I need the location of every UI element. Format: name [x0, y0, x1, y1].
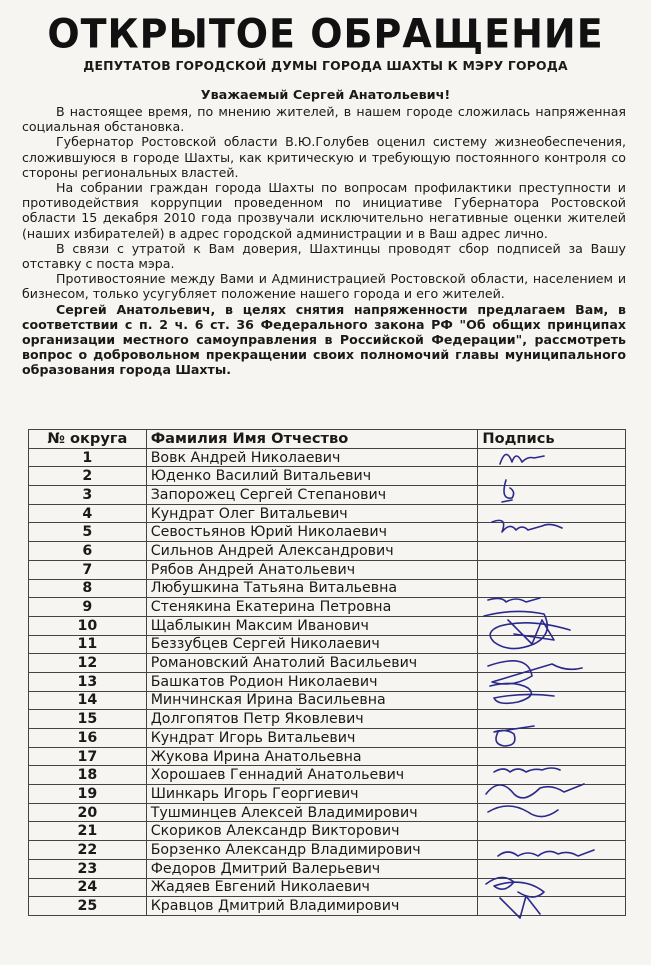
- header-district: № округа: [29, 430, 147, 449]
- deputy-name: Вовк Андрей Николаевич: [146, 448, 478, 467]
- table-row: [29, 729, 626, 748]
- deputy-name: Щаблыкин Максим Иванович: [146, 616, 478, 635]
- district-number: 11: [29, 635, 147, 654]
- header-signature: Подпись: [478, 430, 626, 449]
- deputies-table: [28, 429, 626, 916]
- signature-cell: [478, 859, 626, 878]
- greeting: Уважаемый Сергей Анатольевич!: [200, 88, 451, 103]
- district-number: 3: [29, 486, 147, 505]
- deputy-name: Рябов Андрей Анатольевич: [146, 560, 478, 579]
- district-number: 23: [29, 859, 147, 878]
- district-number: 1: [29, 448, 147, 467]
- district-number: 13: [29, 672, 147, 691]
- district-number: 4: [29, 504, 147, 523]
- district-number: 9: [29, 598, 147, 617]
- deputy-name: Долгопятов Петр Яковлевич: [146, 710, 478, 729]
- district-number: 21: [29, 822, 147, 841]
- table-row: [29, 766, 626, 785]
- letter-body: [22, 104, 626, 378]
- table-row: [29, 747, 626, 766]
- deputy-name: Минчинская Ирина Васильевна: [146, 691, 478, 710]
- table-row: [29, 859, 626, 878]
- deputy-name: Хорошаев Геннадий Анатольевич: [146, 766, 478, 785]
- signature-cell: [478, 822, 626, 841]
- deputy-name: Тушминцев Алексей Владимирович: [146, 803, 478, 822]
- header-fullname: Фамилия Имя Отчество: [146, 430, 478, 449]
- table-row: [29, 635, 626, 654]
- table-row: [29, 486, 626, 505]
- deputy-name: Сильнов Андрей Александрович: [146, 542, 478, 561]
- district-number: 14: [29, 691, 147, 710]
- paragraph-4: В связи с утратой к Вам доверия, Шахтинцы проводят сбор подписей за Вашу отставку с поста мэра.: [22, 240, 626, 272]
- table-row: [29, 523, 626, 542]
- signature-cell: [478, 710, 626, 729]
- table-row: [29, 579, 626, 598]
- table-row: [29, 672, 626, 691]
- signature-cell: [478, 523, 626, 542]
- district-number: 6: [29, 542, 147, 561]
- table-row: [29, 803, 626, 822]
- district-number: 25: [29, 897, 147, 916]
- table-row: [29, 542, 626, 561]
- deputy-name: Кундрат Олег Витальевич: [146, 504, 478, 523]
- document-subtitle: ДЕПУТАТОВ ГОРОДСКОЙ ДУМЫ ГОРОДА ШАХТЫ К МЭРУ ГОРОДА: [83, 58, 568, 73]
- district-number: 24: [29, 878, 147, 897]
- deputy-name: Кундрат Игорь Витальевич: [146, 729, 478, 748]
- appeal-paragraph: Сергей Анатольевич, в целях снятия напряженности предлагаем Вам, в соответствии с п. 2 ч. 6 ст. 36 Федерального закона РФ "Об общих принципах организации местного самоуправления в Российской Федерации", рассмотреть вопрос о добровольном прекращении своих полномочий главы муниципального образования города Шахты.: [22, 301, 626, 378]
- signature-cell: [478, 747, 626, 766]
- signature-cell: [478, 616, 626, 635]
- deputy-name: Стенякина Екатерина Петровна: [146, 598, 478, 617]
- signature-cell: [478, 785, 626, 804]
- deputy-name: Кравцов Дмитрий Владимирович: [146, 897, 478, 916]
- deputy-name: Жадяев Евгений Николаевич: [146, 878, 478, 897]
- table-row: [29, 897, 626, 916]
- deputy-name: Севостьянов Юрий Николаевич: [146, 523, 478, 542]
- paragraph-5: Противостояние между Вами и Администрацией Ростовской области, населением и бизнесом, только усугубляет положение нашего города и его жителей.: [22, 271, 626, 302]
- district-number: 12: [29, 654, 147, 673]
- table-row: [29, 598, 626, 617]
- deputy-name: Федоров Дмитрий Валерьевич: [146, 859, 478, 878]
- deputy-name: Шинкарь Игорь Георгиевич: [146, 785, 478, 804]
- table-row: [29, 616, 626, 635]
- signature-cell: [478, 579, 626, 598]
- table-row: [29, 691, 626, 710]
- signature-cell: [478, 598, 626, 617]
- paragraph-2: Губернатор Ростовской области В.Ю.Голубев оценил систему жизнеобеспечения, сложившуюся в городе Шахты, как критическую и требующую постоянного контроля со стороны региональных властей.: [22, 134, 626, 180]
- signature-cell: [478, 878, 626, 897]
- table-row: [29, 878, 626, 897]
- deputy-name: Жукова Ирина Анатольевна: [146, 747, 478, 766]
- signature-cell: [478, 635, 626, 654]
- district-number: 22: [29, 841, 147, 860]
- table-row: [29, 822, 626, 841]
- deputy-name: Романовский Анатолий Васильевич: [146, 654, 478, 673]
- district-number: 15: [29, 710, 147, 729]
- table-row: [29, 710, 626, 729]
- deputy-name: Юденко Василий Витальевич: [146, 467, 478, 486]
- signature-cell: [478, 691, 626, 710]
- signature-cell: [478, 654, 626, 673]
- district-number: 7: [29, 560, 147, 579]
- deputy-name: Башкатов Родион Николаевич: [146, 672, 478, 691]
- signature-cell: [478, 766, 626, 785]
- table-row: [29, 841, 626, 860]
- deputy-name: Беззубцев Сергей Николаевич: [146, 635, 478, 654]
- district-number: 8: [29, 579, 147, 598]
- district-number: 16: [29, 729, 147, 748]
- paragraph-1: В настоящее время, по мнению жителей, в нашем городе сложилась напряженная социальная обстановка.: [22, 104, 626, 135]
- signature-cell: [478, 467, 626, 486]
- district-number: 20: [29, 803, 147, 822]
- signature-cell: [478, 560, 626, 579]
- signature-cell: [478, 542, 626, 561]
- signature-cell: [478, 729, 626, 748]
- district-number: 10: [29, 616, 147, 635]
- signature-cell: [478, 672, 626, 691]
- table-header-row: [29, 430, 626, 449]
- document-title: ОТКРЫТОЕ ОБРАЩЕНИЕ: [47, 10, 604, 58]
- deputy-name: Запорожец Сергей Степанович: [146, 486, 478, 505]
- table-row: [29, 654, 626, 673]
- deputy-name: Борзенко Александр Владимирович: [146, 841, 478, 860]
- district-number: 2: [29, 467, 147, 486]
- signature-cell: [478, 486, 626, 505]
- deputy-name: Скориков Александр Викторович: [146, 822, 478, 841]
- signature-cell: [478, 504, 626, 523]
- signature-cell: [478, 897, 626, 916]
- district-number: 18: [29, 766, 147, 785]
- signature-cell: [478, 448, 626, 467]
- table-row: [29, 560, 626, 579]
- deputy-name: Любушкина Татьяна Витальевна: [146, 579, 478, 598]
- district-number: 5: [29, 523, 147, 542]
- signature-cell: [478, 803, 626, 822]
- district-number: 19: [29, 785, 147, 804]
- table-row: [29, 785, 626, 804]
- table-row: [29, 448, 626, 467]
- signature-cell: [478, 841, 626, 860]
- table-row: [29, 504, 626, 523]
- paragraph-3: На собрании граждан города Шахты по вопросам профилактики преступности и противодействия коррупции проведенном по инициативе Губернатора Ростовской области 15 декабря 2010 года прозвучали исключительно негативные оценки жителей (наших избирателей) в адрес городской администрации и в Ваш адрес лично.: [22, 180, 626, 241]
- table-row: [29, 467, 626, 486]
- district-number: 17: [29, 747, 147, 766]
